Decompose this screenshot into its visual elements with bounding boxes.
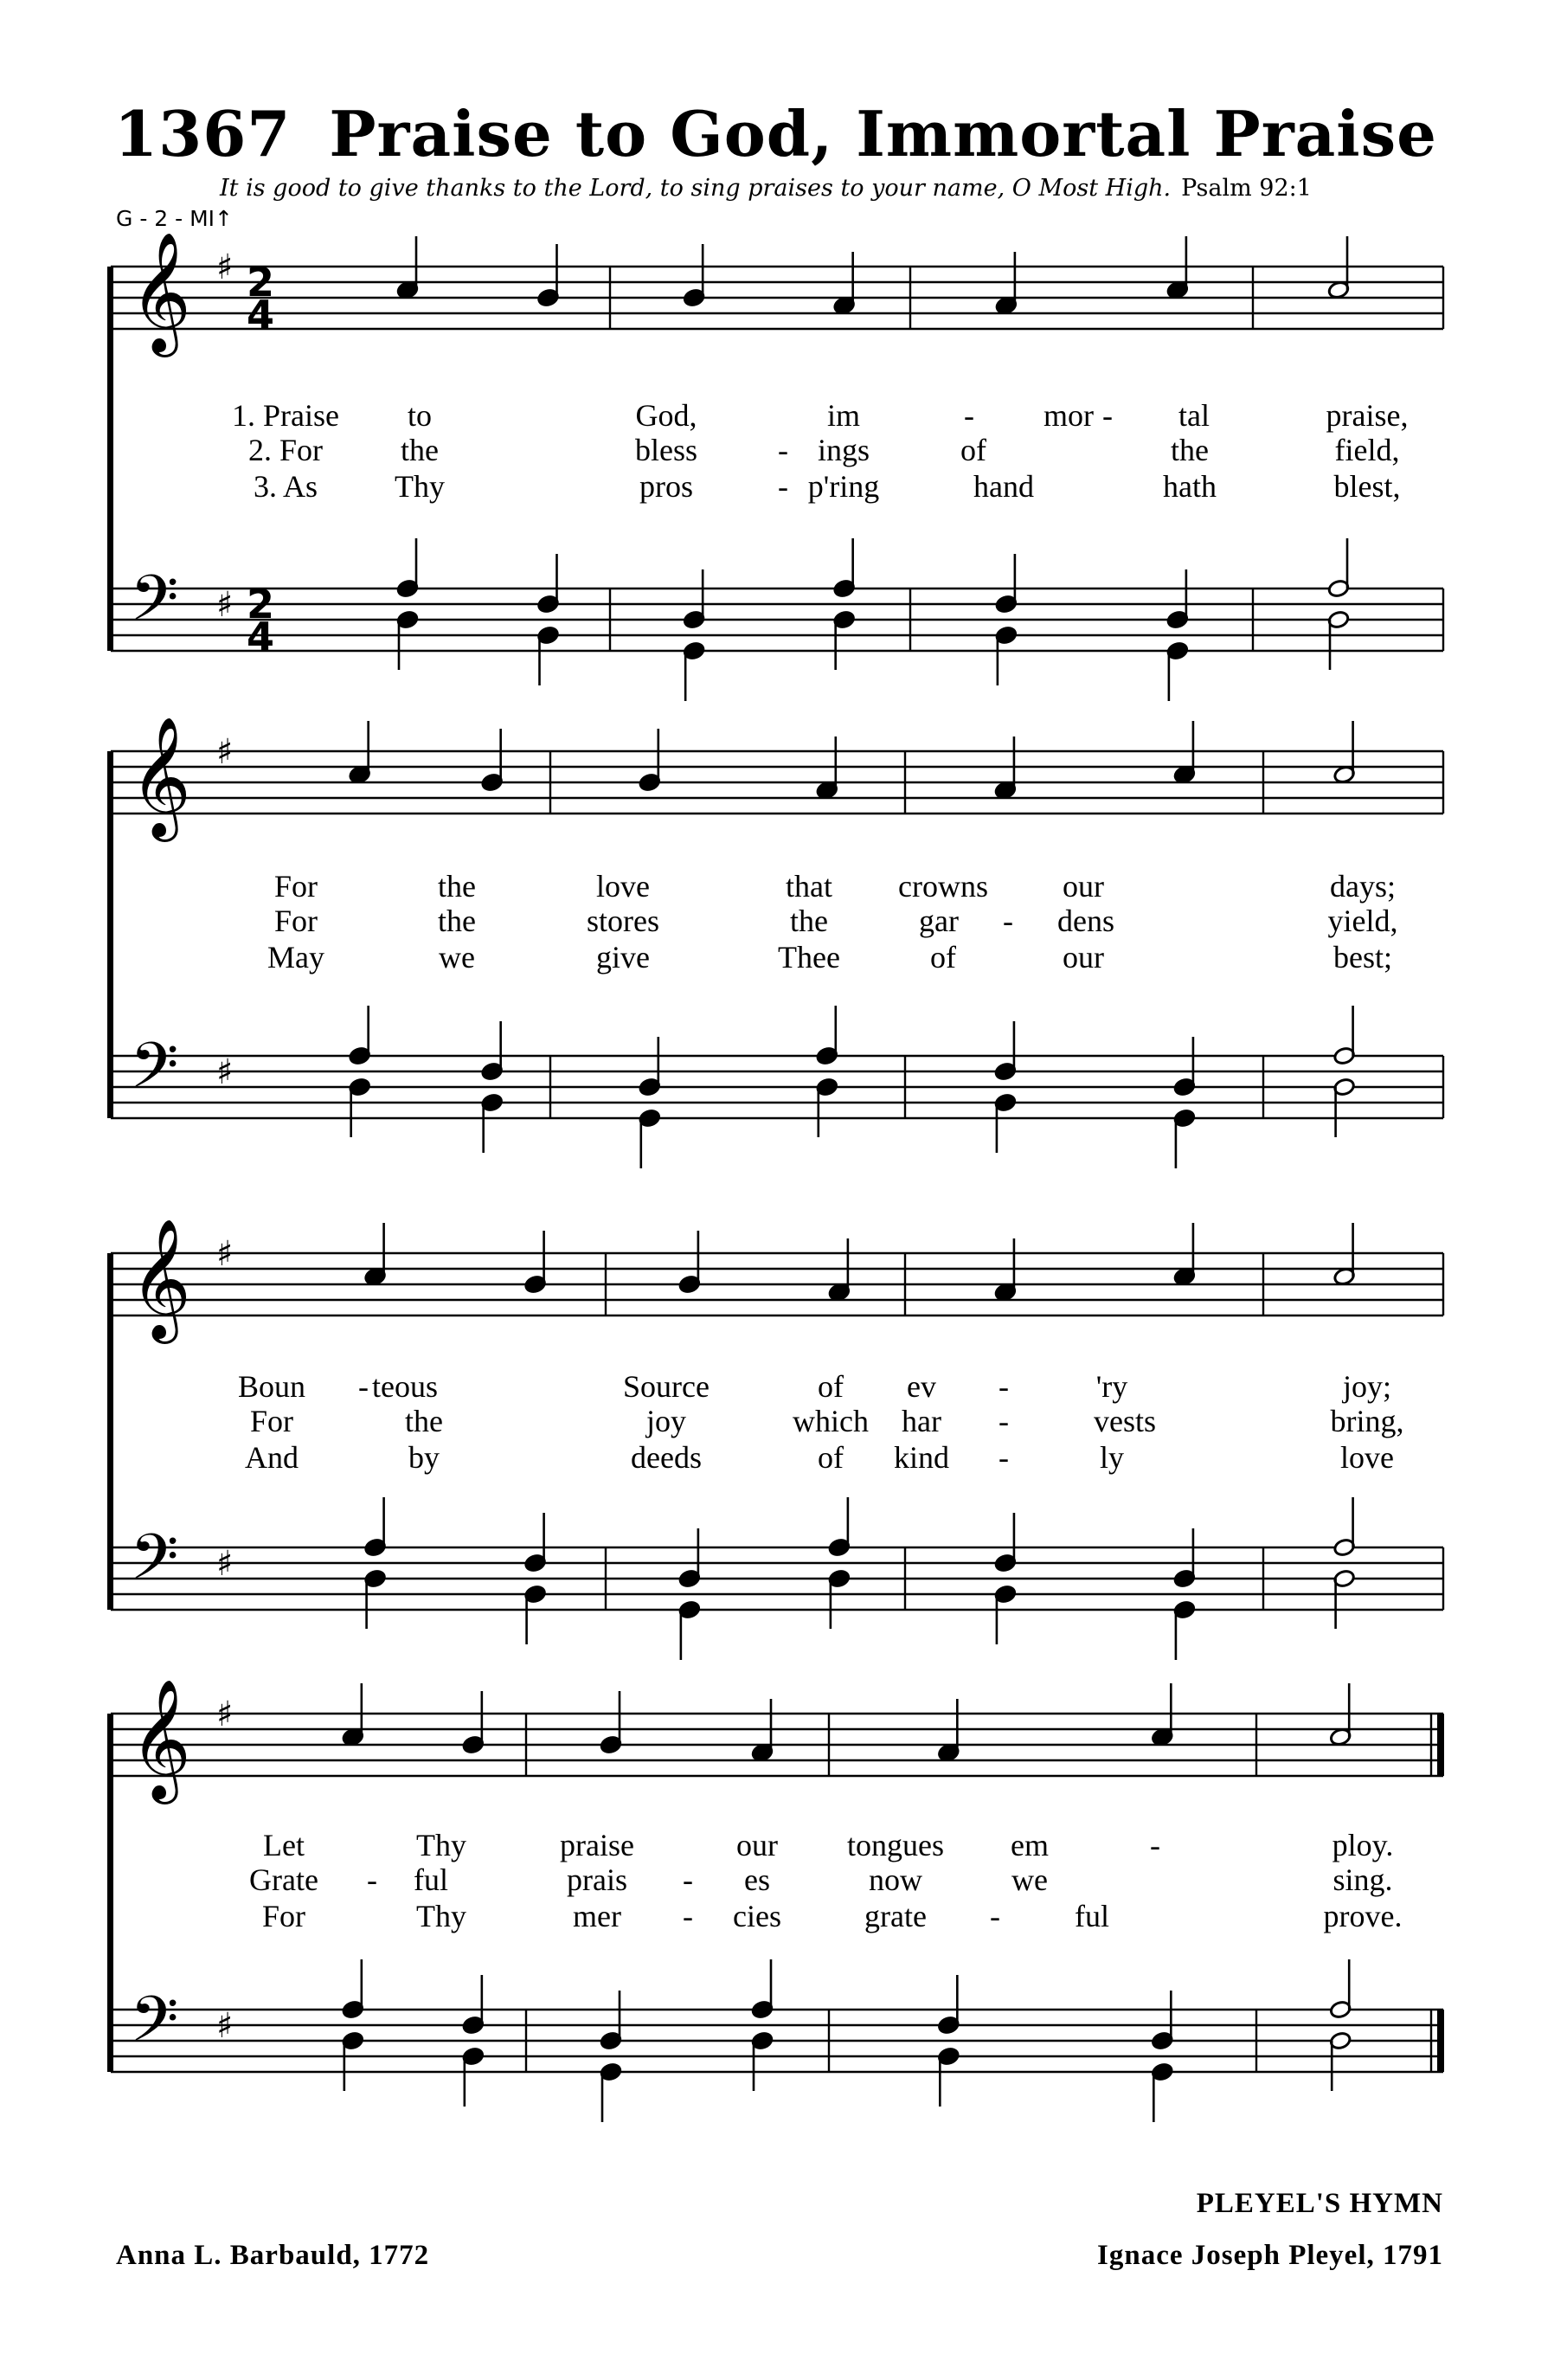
time-signature-bottom: 4 — [247, 614, 275, 660]
lyric-syllable: of — [818, 1440, 844, 1475]
lyric-syllable: to — [407, 398, 433, 433]
lyric-syllable: give — [596, 940, 650, 975]
lyric-syllable: ings — [817, 433, 870, 467]
system-4 — [107, 1679, 1444, 2122]
lyric-syllable: cies — [733, 1899, 781, 1933]
lyric-syllable: teous — [372, 1369, 438, 1404]
scripture-quote: It is good to give thanks to the Lord, to sing praises to your name, O Most High. — [220, 175, 1172, 202]
treble-clef-icon: 𝄞 — [130, 1219, 191, 1339]
lyric-syllable: the — [401, 433, 439, 467]
lyric-syllable: of — [930, 940, 956, 975]
lyric-syllable: For — [261, 1899, 306, 1933]
lyric-syllable: And — [245, 1440, 299, 1475]
lyric-syllable: tal — [1178, 398, 1210, 433]
lyric-syllable: - — [778, 433, 788, 467]
lyric-syllable: our — [736, 1828, 778, 1862]
lyric-syllable: prove. — [1323, 1899, 1403, 1933]
sharp-icon: ♯ — [216, 1695, 234, 1734]
lyric-syllable: tongues — [847, 1828, 944, 1862]
final-barline-thick — [1437, 2010, 1444, 2072]
lyric-syllable: May — [267, 940, 324, 975]
lyric-syllable: p'ring — [807, 469, 880, 504]
lyric-syllable: of — [818, 1369, 844, 1404]
lyric-syllable: yield, — [1327, 904, 1398, 938]
lyric-syllable: mer — [573, 1899, 621, 1933]
bass-clef-icon: 𝄢 — [130, 1982, 179, 2071]
lyric-syllable: - — [1102, 398, 1113, 433]
lyric-syllable: ploy. — [1332, 1828, 1394, 1862]
bass-clef-icon: 𝄢 — [130, 1028, 179, 1117]
key-info: G - 2 - MI↑ — [116, 206, 233, 231]
lyric-syllable: crowns — [898, 869, 988, 904]
sharp-icon: ♯ — [216, 1234, 234, 1274]
lyric-syllable: Grate — [249, 1862, 318, 1897]
lyric-syllable: deeds — [631, 1440, 702, 1475]
time-signature-top: 2 — [247, 581, 275, 627]
lyric-syllable: love — [596, 869, 650, 904]
lyric-syllable: ful — [414, 1862, 448, 1897]
system-bracket — [107, 751, 113, 1118]
lyric-syllable: 2. For — [247, 433, 324, 467]
sharp-icon: ♯ — [216, 248, 234, 287]
lyric-syllable: of — [960, 433, 986, 467]
lyric-syllable: kind — [893, 1440, 950, 1475]
text-author: Anna L. Barbauld, 1772 — [116, 2240, 430, 2271]
hymn-number: 1367 — [114, 97, 292, 170]
lyric-syllable: which — [793, 1404, 869, 1438]
lyric-syllable: the — [790, 904, 828, 938]
lyric-syllable: joy — [645, 1404, 687, 1438]
lyric-syllable: field, — [1334, 433, 1400, 467]
lyric-syllable: best; — [1333, 940, 1392, 975]
music-composer: Ignace Joseph Pleyel, 1791 — [1097, 2240, 1443, 2271]
lyric-syllable: that — [786, 869, 832, 904]
system-bracket — [107, 267, 113, 651]
lyric-syllable: For — [273, 869, 318, 904]
lyric-syllable: 'ry — [1095, 1369, 1128, 1404]
lyric-syllable: the — [1171, 433, 1209, 467]
lyric-syllable: the — [405, 1404, 443, 1438]
lyric-syllable: em — [1011, 1828, 1049, 1862]
lyric-syllable: - — [990, 1899, 1000, 1933]
system-3 — [107, 1219, 1443, 1660]
lyric-syllable: bring, — [1330, 1404, 1404, 1438]
system-1 — [107, 232, 1443, 701]
lyric-syllable: grate — [864, 1899, 927, 1933]
lyric-syllable: 3. As — [253, 469, 318, 504]
treble-clef-icon: 𝄞 — [130, 232, 191, 352]
bass-clef-icon: 𝄢 — [130, 561, 179, 650]
lyric-syllable: - — [999, 1440, 1009, 1475]
lyric-syllable: - — [367, 1862, 377, 1897]
scripture-reference: Psalm 92:1 — [1181, 175, 1312, 202]
lyric-syllable: joy; — [1342, 1369, 1392, 1404]
lyric-syllable: For — [273, 904, 318, 938]
lyric-syllable: Thy — [416, 1828, 466, 1862]
lyric-syllable: - — [999, 1404, 1009, 1438]
lyric-syllable: - — [1003, 904, 1013, 938]
lyric-syllable: hand — [973, 469, 1034, 504]
lyric-syllable: by — [408, 1440, 440, 1475]
lyric-syllable: gar — [919, 904, 959, 938]
sharp-icon: ♯ — [216, 732, 234, 772]
lyric-syllable: Boun — [237, 1369, 306, 1404]
lyric-syllable: Let — [263, 1828, 305, 1862]
lyric-syllable: Thee — [778, 940, 840, 975]
final-barline-thick — [1437, 1714, 1444, 1776]
lyric-syllable: Thy — [395, 469, 445, 504]
lyric-syllable: the — [438, 869, 476, 904]
lyric-syllable: now — [869, 1862, 922, 1897]
lyric-syllable: - — [964, 398, 974, 433]
lyric-syllable: ful — [1075, 1899, 1109, 1933]
lyric-syllable: 1. Praise — [232, 398, 339, 433]
lyric-syllable: pros — [639, 469, 693, 504]
sharp-icon: ♯ — [216, 1544, 234, 1584]
treble-clef-icon: 𝄞 — [130, 717, 191, 837]
lyric-syllable: - — [999, 1369, 1009, 1404]
lyric-syllable: our — [1063, 869, 1104, 904]
lyric-syllable: - — [1150, 1828, 1160, 1862]
lyric-syllable: mor — [1043, 398, 1094, 433]
lyric-syllable: praise — [560, 1828, 634, 1862]
lyric-syllable: we — [1011, 1862, 1048, 1897]
lyric-syllable: the — [438, 904, 476, 938]
system-bracket — [107, 1253, 113, 1610]
bass-clef-icon: 𝄢 — [130, 1520, 179, 1609]
lyric-syllable: For — [249, 1404, 294, 1438]
treble-clef-icon: 𝄞 — [130, 1679, 191, 1799]
lyric-syllable: - — [778, 469, 788, 504]
lyric-syllable: ev — [907, 1369, 936, 1404]
lyric-syllable: ly — [1099, 1440, 1125, 1475]
lyric-syllable: - — [683, 1862, 693, 1897]
system-2 — [107, 717, 1443, 1168]
sharp-icon: ♯ — [216, 585, 234, 625]
lyric-syllable: we — [439, 940, 475, 975]
lyric-syllable: es — [744, 1862, 770, 1897]
lyric-syllable: dens — [1057, 904, 1114, 938]
sharp-icon: ♯ — [216, 2006, 234, 2046]
lyric-syllable: prais — [567, 1862, 627, 1897]
lyric-syllable: blest, — [1333, 469, 1401, 504]
lyric-syllable: Source — [623, 1369, 710, 1404]
lyric-syllable: sing. — [1332, 1862, 1393, 1897]
lyric-syllable: Thy — [416, 1899, 466, 1933]
lyric-syllable: love — [1340, 1440, 1394, 1475]
hymn-title-text: Praise to God, Immortal Praise — [329, 97, 1437, 170]
lyric-syllable: im — [826, 398, 861, 433]
lyric-syllable: praise, — [1326, 398, 1409, 433]
lyric-syllable: hath — [1163, 469, 1217, 504]
lyric-syllable: - — [358, 1369, 369, 1404]
lyric-syllable: - — [683, 1899, 693, 1933]
lyric-syllable: har — [902, 1404, 941, 1438]
lyric-syllable: vests — [1094, 1404, 1156, 1438]
time-signature-top: 2 — [247, 259, 275, 306]
lyric-syllable: bless — [635, 433, 697, 467]
lyric-syllable: stores — [587, 904, 659, 938]
tune-name: PLEYEL'S HYMN — [1196, 2188, 1443, 2219]
lyric-syllable: days; — [1330, 869, 1396, 904]
time-signature-bottom: 4 — [247, 292, 275, 338]
lyric-syllable: our — [1063, 940, 1104, 975]
lyric-syllable: God, — [635, 398, 697, 433]
sharp-icon: ♯ — [216, 1052, 234, 1092]
system-bracket — [107, 1714, 113, 2072]
